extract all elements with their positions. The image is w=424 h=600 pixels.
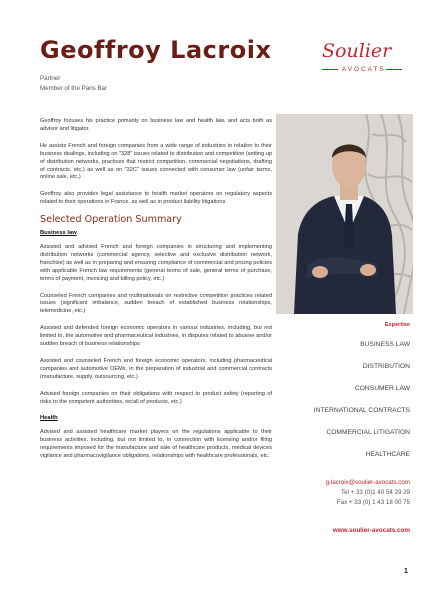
business-law-paragraph: Assisted and defended foreign economic operators in various industries, including, but not limited to, the automotive and pharmaceutical industries, in disputes related to abusive and/or sudden breach of business relationships <box>40 325 272 348</box>
expertise-item: INTERNATIONAL CONTRACTS <box>313 407 410 414</box>
expertise-panel <box>300 322 410 466</box>
business-law-paragraph: Advised foreign companies on their obligations with respect to product safety (reporting of risks to the competent authorities, recall of products, etc.) <box>40 390 272 405</box>
expertise-item: CONSUMER LAW <box>354 385 410 392</box>
expertise-title: Expertise <box>384 322 410 328</box>
website-link[interactable]: www.soulier-avocats.com <box>332 527 410 534</box>
business-law-paragraph: Assisted and advised French and foreign companies in structuring and implementing distribution networks (commercial agency, selective and exclusive distribution network, franchise) as well as in preparing and ensuring compliance of commercial and pricing policies with applicable French law requirements (general terms of sale, general terms of purchase, terms of payment, invoicing and billing policy, etc.) <box>40 243 272 282</box>
intro-paragraph: Geoffroy also provides legal assistance to health market operators on regulatory aspects related to their operations in France, as well as in product liability litigations. <box>40 191 272 206</box>
intro-paragraph: He assists French and foreign companies from a wide range of industries in relation to their business dealings, including on "328" issues related to distribution and competition (setting up of distribution networks, practices that restrict competition, commercial negotiations, drafting of contracts, etc.) as well as on "32C" issues connected with consumer law (unfair terms, online sale, etc.) <box>40 142 272 181</box>
role-title: Partner <box>40 75 61 82</box>
health-paragraph: Advised and assisted healthcare market players on the regulations applicable to their business activities, including, but not limited to, in connection with licensing and/or filing requirements imposed for the manufacture and sale of healthcare products, medical devices vigilance and pharmacovigilance obligations, relationships with healthcare professionals, etc. <box>40 429 272 460</box>
portrait-illustration <box>276 114 413 314</box>
health-heading: Health <box>40 415 58 422</box>
firm-logo <box>322 40 412 84</box>
business-law-paragraph: Counseled French companies and multinationals on restrictive competition practices related issues (significant imbalance, sudden breach of established business relationships, telemedicine, etc.) <box>40 292 272 315</box>
logo-line-left <box>322 69 338 70</box>
expertise-item: HEALTHCARE <box>365 451 410 458</box>
business-law-heading: Business law <box>40 230 77 237</box>
logo-script: Soulier <box>322 40 392 62</box>
page-number: 1 <box>404 568 408 575</box>
telephone: Tel + 33 (0)1 40 54 29 29 <box>341 489 410 496</box>
logo-line-right <box>386 69 402 70</box>
expertise-item: DISTRIBUTION <box>362 363 410 370</box>
main-column <box>40 118 272 470</box>
portrait-photo <box>276 114 413 314</box>
bar-membership: Member of the Paris Bar <box>40 85 108 92</box>
intro-paragraph: Geoffroy focuses his practice primarily on business law and health law, and acts both as advisor and litigator. <box>40 118 272 132</box>
email-link[interactable]: g.lacroix@soulier-avocats.com <box>325 479 410 486</box>
contact-block <box>300 478 410 508</box>
summary-title: Selected Operation Summary <box>40 214 182 226</box>
role-block <box>40 74 107 94</box>
expertise-item: BUSINESS LAW <box>360 341 410 348</box>
fax: Fax + 33 (0) 1 43 18 00 75 <box>336 499 410 506</box>
logo-sub: AVOCATS <box>342 66 386 73</box>
lawyer-name: Geoffroy Lacroix <box>40 36 272 64</box>
expertise-item: COMMERCIAL LITIGATION <box>326 429 410 436</box>
business-law-paragraph: Assisted and counseled French and foreign economic operators, including pharmaceutical companies and automotive OEMs, in the preparation of industrial and commercial contracts (manufacture, supply, outsourcing, etc.) <box>40 357 272 380</box>
